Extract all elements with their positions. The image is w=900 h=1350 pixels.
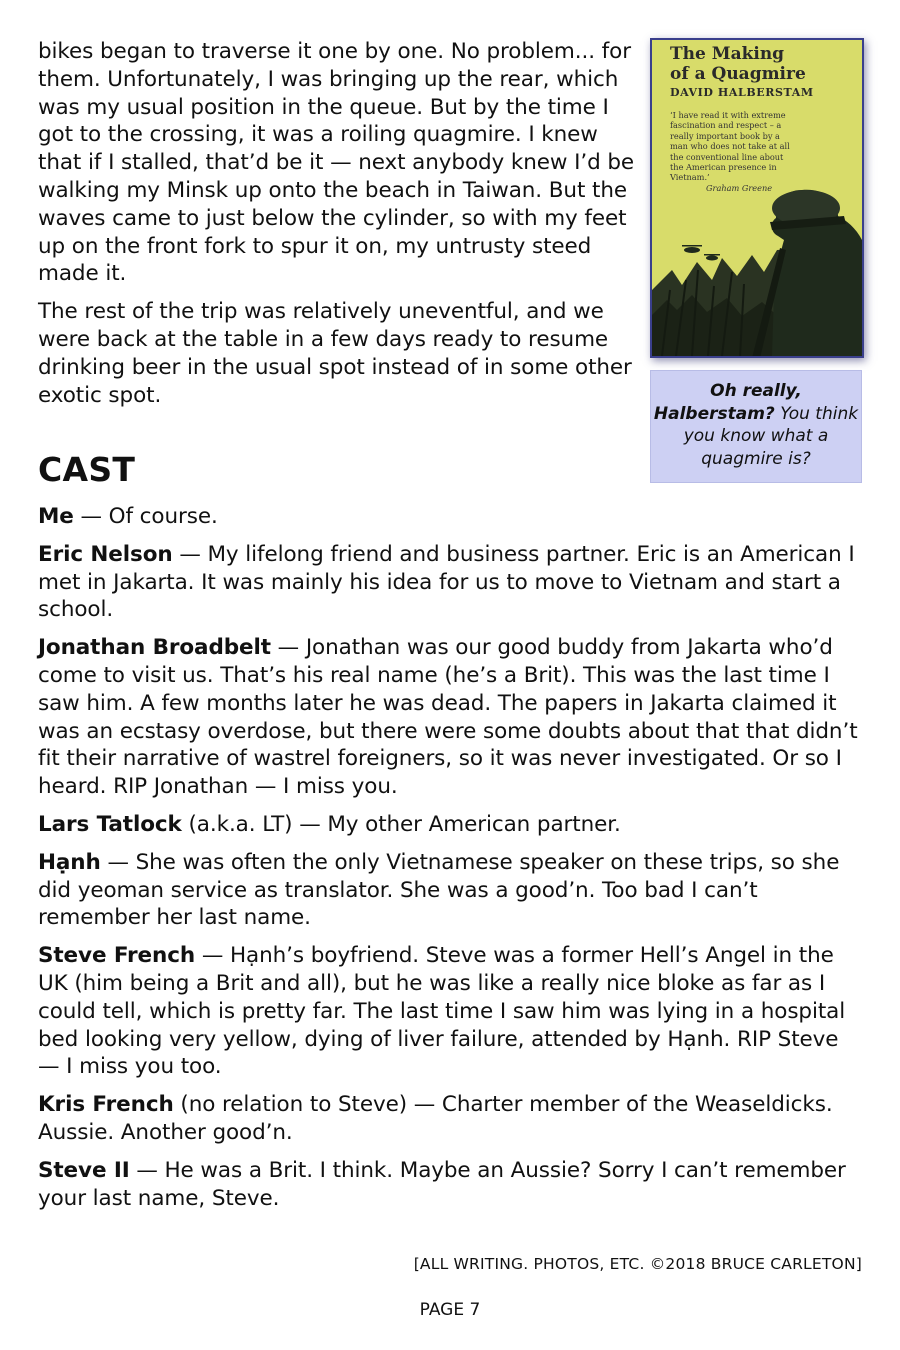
cast-name: Hạnh — [38, 849, 101, 875]
cast-name: Jonathan Broadbelt — [38, 635, 271, 661]
image-caption — [650, 370, 862, 483]
cast-entry: Eric Nelson — My lifelong friend and business partner. Eric is an American I met in Jakarta. It was mainly his idea for us to move to Vietnam and start a school. — [38, 541, 855, 623]
intro-text — [38, 38, 638, 419]
cast-name: Kris French — [38, 1092, 174, 1118]
cast-entry: Steve French — Hạnh’s boyfriend. Steve was a former Hell’s Angel in the UK (him being a Brit and all), but he was like a really nice bloke as far as I could tell, which is pretty far. The last time I saw him was lying in a hospital bed looking very yellow, dying of liver failure, attended by Hạnh. RIP Steve — I miss you too. — [38, 943, 846, 1080]
cast-name: Steve French — [38, 943, 196, 969]
cast-entry: Jonathan Broadbelt — Jonathan was our good buddy from Jakarta who’d come to visit us. That’s his real name (he’s a Brit). This was the last time I saw him. A few months later he was dead. The papers in Jakarta claimed it was an ecstasy overdose, but there were some doubts about that that didn’t fit their narrative of wastrel foreigners, so it was never investigated. Or so I heard. RIP Jonathan — I miss you. — [38, 635, 858, 800]
intro-paragraph-1: bikes began to traverse it one by one. No problem... for them. Unfortunately, I was bringing up the rear, which was my usual position in the queue. But by the time I got to the crossing, it was a roiling quagmire. I knew that if I stalled, that’d be it — next anybody knew I’d be walking my Minsk up onto the beach in Taiwan. But the waves came to just below the cylinder, so with my feet up on the front fork to spur it on, my untrusty steed made it. — [38, 39, 635, 287]
copyright-notice: [ALL WRITING. PHOTOS, ETC. ©2018 BRUCE CARLETON] — [413, 1255, 862, 1273]
cast-name: Eric Nelson — [38, 541, 173, 567]
cast-name: Steve II — [38, 1157, 130, 1183]
intro-paragraph-2: The rest of the trip was relatively uneventful, and we were back at the table in a few days ready to resume drinking beer in the usual spot instead of in some other exotic spot. — [38, 299, 632, 408]
book-cover-image — [650, 38, 864, 358]
cast-name: Lars Tatlock — [38, 811, 182, 837]
cast-entry: Steve II — He was a Brit. I think. Maybe an Aussie? Sorry I can’t remember your last name, Steve. — [38, 1157, 846, 1211]
cast-entry: Me — Of course. — [38, 504, 218, 529]
book-title: The Making of a Quagmire — [670, 44, 806, 84]
cast-entry: Lars Tatlock (a.k.a. LT) — My other American partner. — [38, 811, 621, 837]
book-quote-author: Graham Greene — [706, 182, 773, 193]
book-author: DAVID HALBERSTAM — [670, 86, 814, 99]
page-number: PAGE 7 — [419, 1300, 481, 1320]
section-heading-cast: CAST — [38, 450, 136, 489]
cast-list — [38, 503, 866, 1222]
caption-rest: You think you know what a quagmire is? — [683, 403, 859, 469]
cast-name: Me — [38, 504, 74, 529]
cast-entry: Hạnh — She was often the only Vietnamese speaker on these trips, so she did yeoman service as translator. She was a good’n. Too bad I can’t remember her last name. — [38, 849, 840, 931]
caption-bold: Oh really, Halberstam? — [653, 381, 802, 424]
cast-entry: Kris French (no relation to Steve) — Charter member of the Weaseldicks. Aussie. Another good’n. — [38, 1092, 833, 1145]
book-quote: ‘I have read it with extreme fascination and respect – a really important book by a man who does not take at all the conventional line about the American presence in Vietnam.’ Graham Greene — [670, 110, 790, 193]
